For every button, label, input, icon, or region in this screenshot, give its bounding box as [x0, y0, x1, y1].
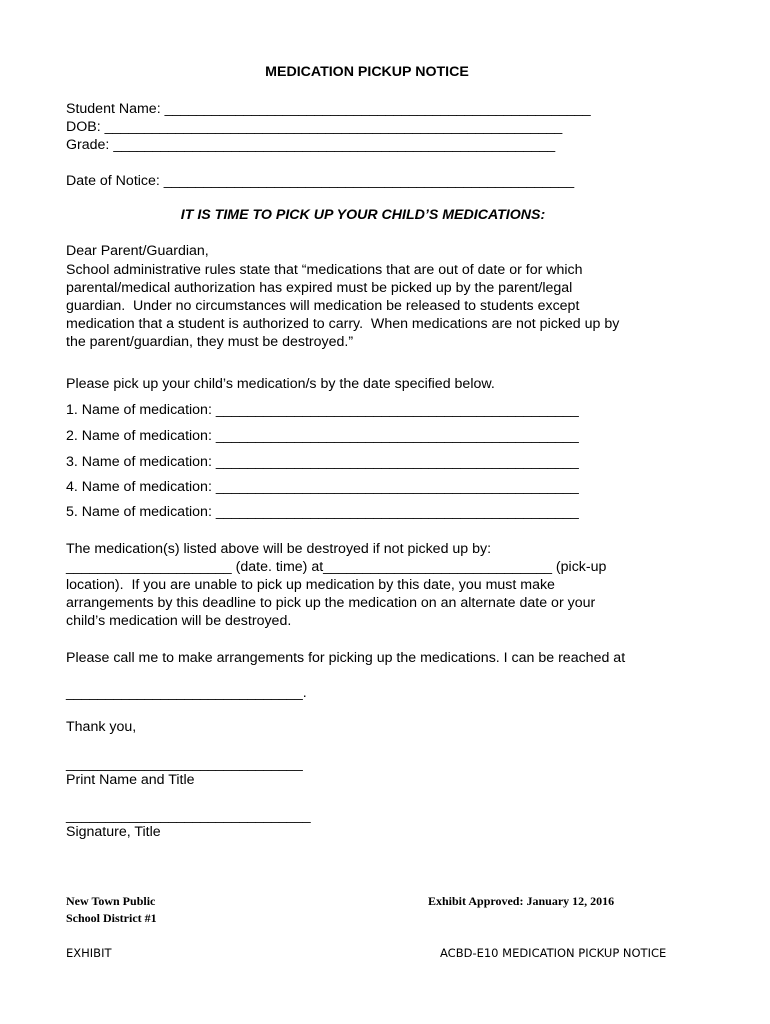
- medication-line: 2. Name of medication: ______________________________________________: [66, 428, 579, 444]
- medication-line: 5. Name of medication: ______________________________________________: [66, 504, 579, 520]
- body-line: medication that a student is authorized to carry. When medications are not picked up by: [66, 316, 620, 332]
- print-name-line: ______________________________: [66, 756, 303, 772]
- salutation: Dear Parent/Guardian,: [66, 243, 209, 259]
- medication-line: 1. Name of medication: ______________________________________________: [66, 402, 579, 418]
- signature-line: _______________________________: [66, 808, 311, 824]
- body-line: guardian. Under no circumstances will medication be released to students except: [66, 298, 580, 314]
- destroy-line: location). If you are unable to pick up medication by this date, you must make: [66, 577, 555, 593]
- dob-field: DOB: __________________________________________________________: [66, 119, 563, 135]
- district-name: New Town Public: [66, 894, 156, 908]
- body-line: parental/medical authorization has expired must be picked up by the parent/legal: [66, 280, 573, 296]
- exhibit-approved: Exhibit Approved: January 12, 2016: [428, 894, 615, 908]
- destroy-line: The medication(s) listed above will be destroyed if not picked up by:: [66, 541, 492, 557]
- footer-left: EXHIBIT: [66, 946, 112, 960]
- subheading: IT IS TIME TO PICK UP YOUR CHILD’S MEDICATIONS:: [180, 207, 546, 223]
- call-text: Please call me to make arrangements for picking up the medications. I can be reached at: [66, 650, 626, 666]
- footer-right: ACBD-E10 MEDICATION PICKUP NOTICE: [440, 946, 667, 960]
- grade-field: Grade: ________________________________________________________: [66, 137, 556, 153]
- body-line: School administrative rules state that “medications that are out of date or for which: [66, 262, 583, 278]
- body-line: the parent/guardian, they must be destroyed.”: [66, 334, 354, 350]
- date-of-notice-field: Date of Notice: ____________________________________________________: [66, 173, 575, 189]
- reach-line: ______________________________.: [66, 685, 307, 701]
- destroy-line: child’s medication will be destroyed.: [66, 613, 292, 629]
- destroy-line: arrangements by this deadline to pick up the medication on an alternate date or your: [66, 595, 596, 611]
- document-title: MEDICATION PICKUP NOTICE: [265, 64, 469, 80]
- student-name-field: Student Name: ______________________________________________________: [66, 101, 591, 117]
- district-number: School District #1: [66, 911, 157, 925]
- pickup-instruction: Please pick up your child’s medication/s by the date specified below.: [66, 376, 495, 392]
- print-name-label: Print Name and Title: [66, 772, 195, 788]
- signature-label: Signature, Title: [66, 824, 161, 840]
- medication-line: 4. Name of medication: ______________________________________________: [66, 479, 579, 495]
- thank-you: Thank you,: [66, 719, 137, 735]
- medication-line: 3. Name of medication: ______________________________________________: [66, 454, 579, 470]
- destroy-line: _____________________ (date. time) at_____________________________ (pick-up: [66, 559, 607, 575]
